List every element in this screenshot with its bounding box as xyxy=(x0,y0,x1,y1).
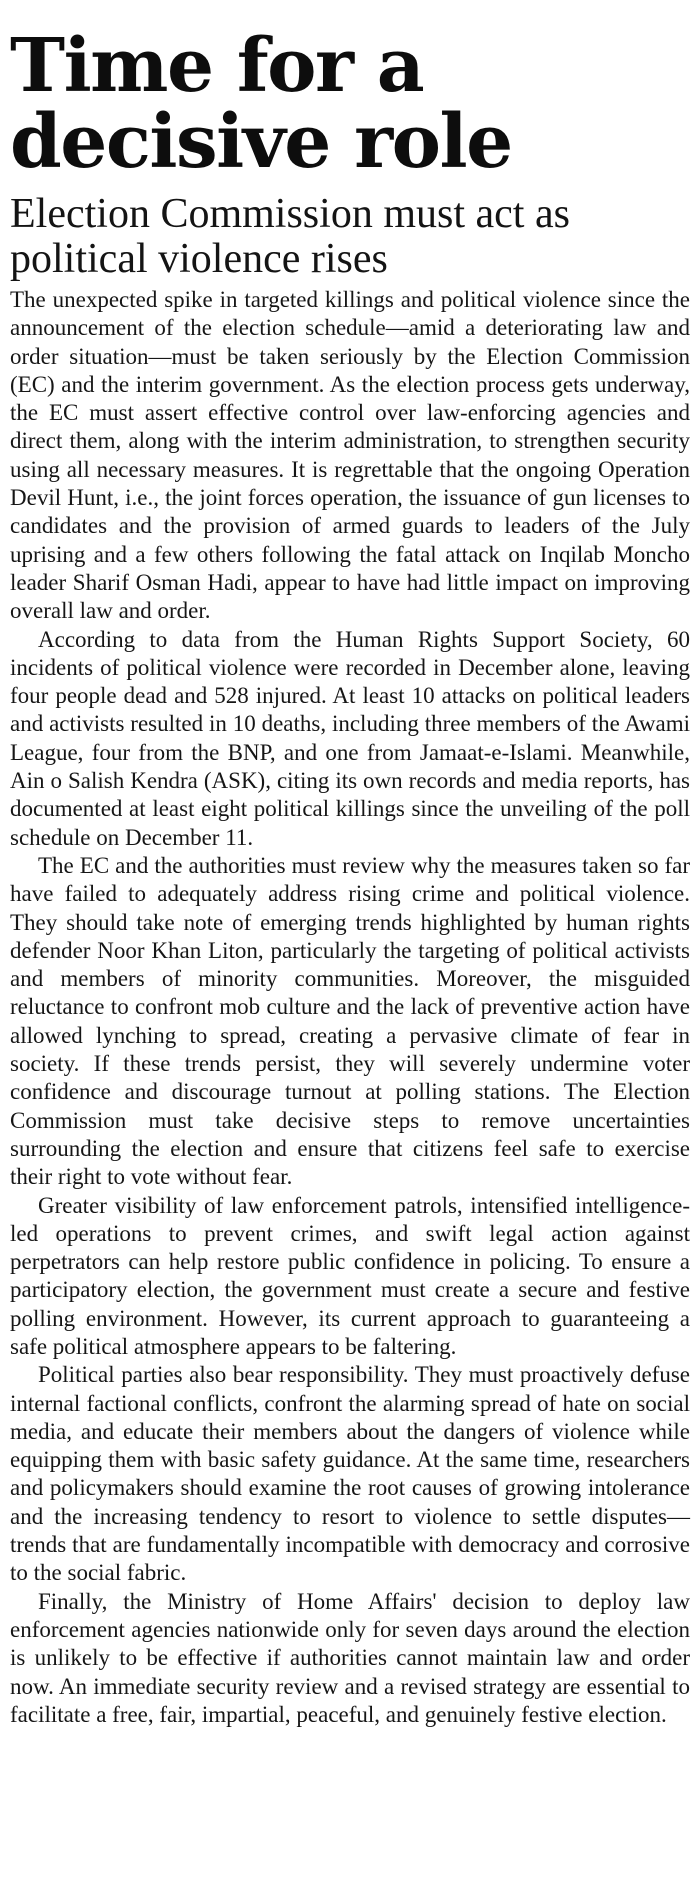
article-paragraph: The EC and the authorities must review why the measures taken so far have failed to adequately address rising crime and political violence. They should take note of emerging trends highlighted by human rights defender Noor Khan Liton, particularly the targeting of political activists and members of minority communities. Moreover, the misguided reluctance to confront mob culture and the lack of preventive action have allowed lynching to spread, creating a pervasive climate of fear in society. If these trends persist, they will severely undermine voter confidence and discourage turnout at polling stations. The Election Commission must take decisive steps to remove uncertainties surrounding the election and ensure that citizens feel safe to exercise their right to vote without fear. xyxy=(10,852,690,1190)
article-paragraph: According to data from the Human Rights Support Society, 60 incidents of political violence were recorded in December alone, leaving four people dead and 528 injured. At least 10 attacks on political leaders and activists resulted in 10 deaths, including three members of the Awami League, four from the BNP, and one from Jamaat-e-Islami. Meanwhile, Ain o Salish Kendra (ASK), citing its own records and media reports, has documented at least eight political killings since the unveiling of the poll schedule on December 11. xyxy=(10,626,690,850)
article-subheadline: Election Commission must act as political violence rises xyxy=(10,191,570,282)
article-body xyxy=(10,286,690,1729)
article-paragraph: Political parties also bear responsibility. They must proactively defuse internal factional conflicts, confront the alarming spread of hate on social media, and educate their members about the dangers of violence while equipping them with basic safety guidance. At the same time, researchers and policymakers should examine the root causes of growing intolerance and the increasing tendency to resort to violence to settle disputes—trends that are fundamentally incompatible with democracy and corrosive to the social fabric. xyxy=(10,1362,690,1586)
article-headline: Time for a decisive role xyxy=(10,23,512,185)
article-paragraph: The unexpected spike in targeted killings and political violence since the announcement of the election schedule—amid a deteriorating law and order situation—must be taken seriously by the Election Commission (EC) and the interim government. As the election process gets underway, the EC must assert effective control over law-enforcing agencies and direct them, along with the interim administration, to strengthen security using all necessary measures. It is regrettable that the ongoing Operation Devil Hunt, i.e., the joint forces operation, the issuance of gun licenses to candidates and the provision of armed guards to leaders of the July uprising and a few others following the fatal attack on Inqilab Moncho leader Sharif Osman Hadi, appear to have had little impact on improving overall law and order. xyxy=(10,287,690,624)
article-paragraph: Finally, the Ministry of Home Affairs' decision to deploy law enforcement agencies nationwide only for seven days around the election is unlikely to be effective if authorities cannot maintain law and order now. An immediate security review and a revised strategy are essential to facilitate a free, fair, impartial, peaceful, and genuinely festive election. xyxy=(10,1588,690,1727)
article-paragraph: Greater visibility of law enforcement patrols, intensified intelligence-led operations to prevent crimes, and swift legal action against perpetrators can help restore public confidence in policing. To ensure a participatory election, the government must create a secure and festive polling environment. However, its current approach to guaranteeing a safe political atmosphere appears to be faltering. xyxy=(10,1192,690,1359)
